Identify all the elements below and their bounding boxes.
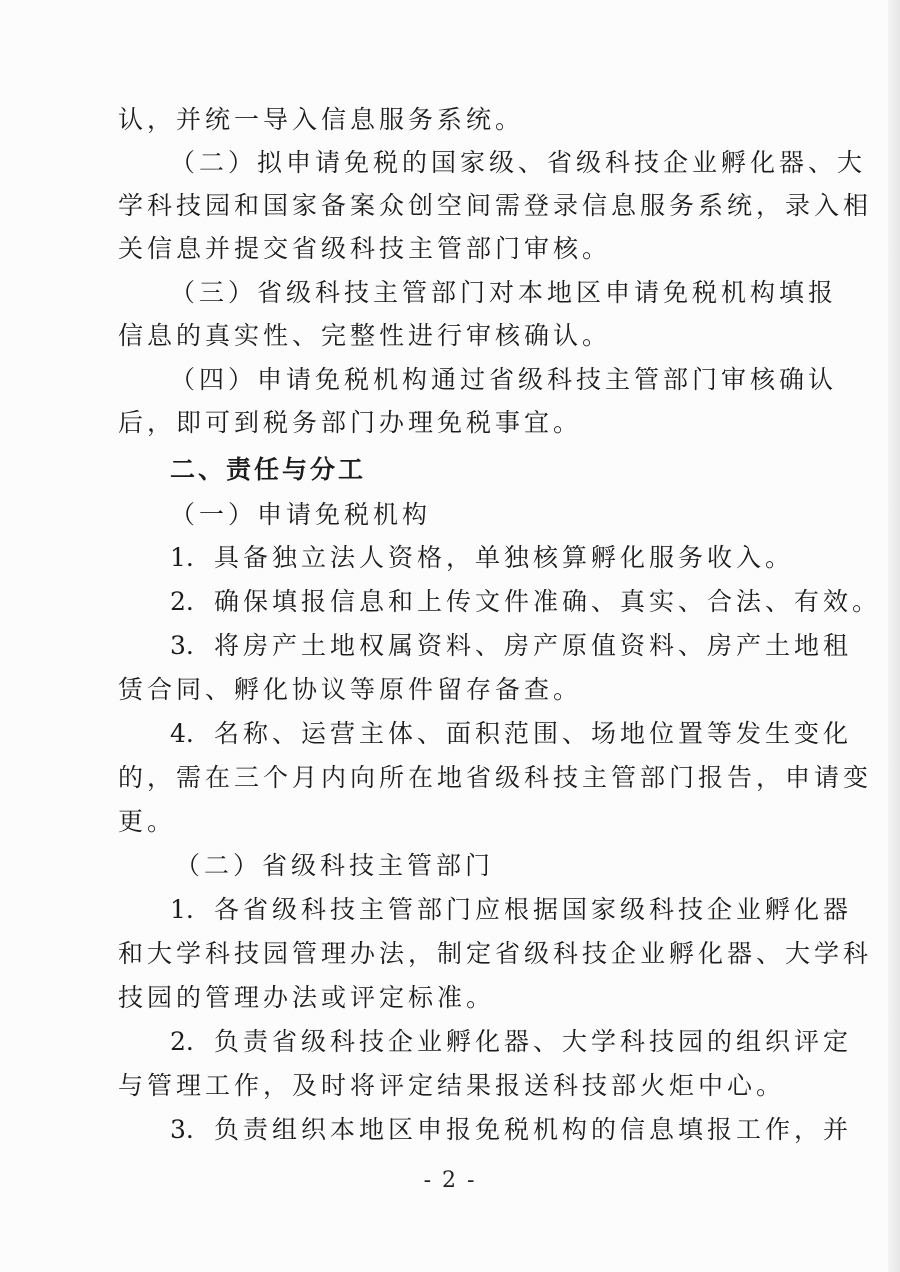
subsection-heading: （二）省级科技主管部门 [175,851,495,880]
item-number: 4. [170,719,194,748]
paragraph-line: 与管理工作，及时将评定结果报送科技部火炬中心。 [118,1071,786,1100]
list-item-text: 将房产土地权属资料、房产原值资料、房产土地租 [214,631,853,660]
item-number: 2. [170,1027,194,1056]
paragraph-line: 信息的真实性、完整性进行审核确认。 [118,321,612,350]
paragraph-line: 认，并统一导入信息服务系统。 [118,105,525,134]
item-number: 2. [170,587,194,616]
list-item-text: 确保填报信息和上传文件准确、真实、合法、有效。 [214,587,882,616]
list-item-text: 名称、运营主体、面积范围、场地位置等发生变化 [214,719,853,748]
list-item-text: 负责组织本地区申报免税机构的信息填报工作，并 [214,1115,853,1144]
paragraph-line: 技园的管理办法或评定标准。 [118,983,496,1012]
list-item [170,631,852,661]
paragraph-line: 和大学科技园管理办法，制定省级科技企业孵化器、大学科 [118,939,873,968]
item-number: 3. [170,1115,194,1144]
list-item-text: 具备独立法人资格，单独核算孵化服务收入。 [214,543,795,572]
list-item [170,587,881,617]
paragraph-line: 更。 [118,807,177,836]
item-number: 1. [170,895,194,924]
list-item [170,719,852,749]
paragraph-line: 赁合同、孵化协议等原件留存备查。 [118,675,583,704]
paragraph-line: 学科技园和国家备案众创空间需登录信息服务系统，录入相 [118,191,873,220]
paragraph-line: （二）拟申请免税的国家级、省级科技企业孵化器、大 [170,148,867,177]
page-number: - 2 - [423,1168,477,1193]
list-item-text: 负责省级科技企业孵化器、大学科技园的组织评定 [214,1027,853,1056]
paragraph-line: （四）申请免税机构通过省级科技主管部门审核确认 [170,365,838,394]
list-item [170,1027,852,1057]
item-number: 3. [170,631,194,660]
list-item [170,895,852,925]
paragraph-line: （三）省级科技主管部门对本地区申请免税机构填报 [170,278,838,307]
paragraph-line: 关信息并提交省级科技主管部门审核。 [118,234,612,263]
paragraph-line: 的，需在三个月内向所在地省级科技主管部门报告，申请变 [118,763,873,792]
list-item [170,1115,852,1145]
list-item [170,543,794,573]
paragraph-line: 后，即可到税务部门办理免税事宜。 [118,408,583,437]
page-edge-shadow [888,0,900,1272]
item-number: 1. [170,543,194,572]
subsection-heading: （一）申请免税机构 [170,500,432,529]
section-heading: 二、责任与分工 [170,455,367,484]
list-item-text: 各省级科技主管部门应根据国家级科技企业孵化器 [214,895,853,924]
